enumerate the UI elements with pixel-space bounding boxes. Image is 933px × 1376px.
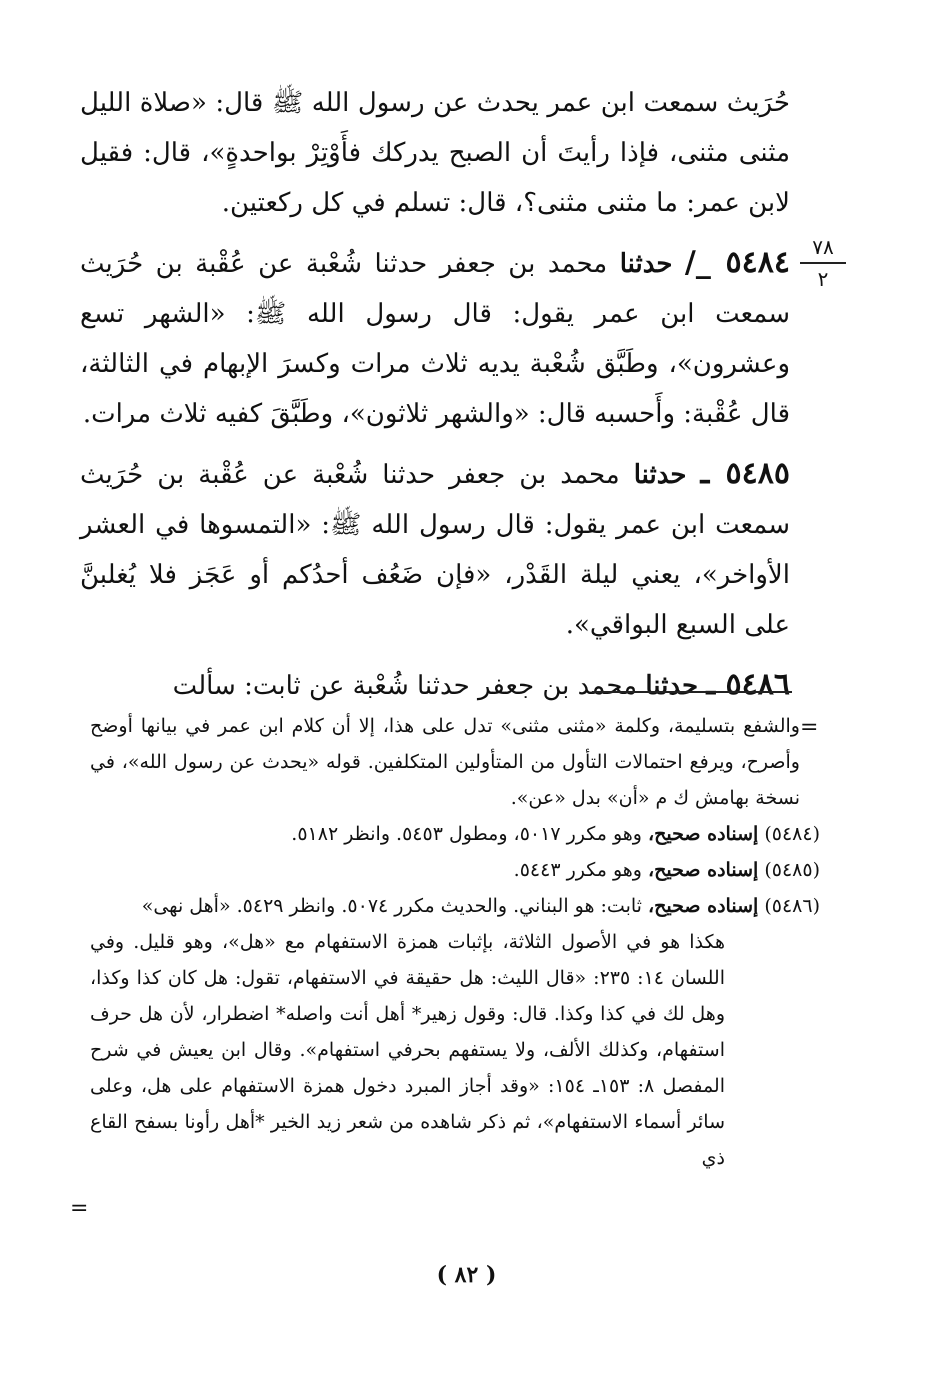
footnote-text: وهو مكرر ٥٠١٧، ومطول ٥٤٥٣. وانظر ٥١٨٢. (291, 823, 642, 845)
footnote-divider (592, 691, 792, 693)
hadith-text: محمد بن جعفر حدثنا شُعْبة عن ثابت: سألت (172, 671, 638, 701)
hadith-keyword: حدثنا (633, 460, 687, 490)
footnote-text: ثابت: هو البناني. والحديث مكرر ٥٠٧٤. وانظر ٥٤٢٩. «أهل نهى» (141, 895, 642, 917)
hadith-5485 (80, 449, 790, 650)
page-number: ( ٨٢ ) (436, 1262, 497, 1288)
footnote-keyword: إسناده صحيح، (648, 823, 759, 845)
footnote-number: (٥٤٨٦) (764, 895, 820, 917)
footnote-number: (٥٤٨٤) (764, 823, 820, 845)
hadith-keyword: حدثنا (645, 671, 699, 701)
hadith-number: ٥٤٨٥ ـ (700, 456, 790, 491)
footnote-keyword: إسناده صحيح، (648, 895, 759, 917)
footnote-5486-continued: هكذا هو في الأصول الثلاثة، بإثبات همزة الاستفهام مع «هل»، وهو قليل. وفي اللسان ١٤: ٢٣٥: «قال الليث: هل حقيقة في الاستفهام، تقول: هل كان كذا وكذا، وهل لك في كذا وكذا. قال: وقول زهير* أهل أنت واصله* اضطرار، لأن هل حرف استفهام، وكذلك الألف، ولا يستفهم بحرفي استفهام». وقال ابن يعيش في شرح المفصل ٨: ١٥٣ـ ١٥٤: «وقد أجاز المبرد دخول همزة الاستفهام على هل، وعلى سائر أسماء الاستفهام»، ثم ذكر شاهده من شعر زيد الخير *أهل رأونا بسفح القاع ذي (90, 931, 726, 1169)
hadith-number: ٥٤٨٤ _/ (684, 245, 790, 280)
continuation-mark-start: = (800, 715, 819, 740)
margin-ref-top: ٧٨ (800, 234, 846, 264)
continuation-mark-end: = (70, 1196, 89, 1221)
footnote-5485 (90, 852, 820, 888)
hadith-text: محمد بن جعفر حدثنا شُعْبة عن عُقْبة بن حُرَيث سمعت ابن عمر يقول: قال رسول الله ﷺ: «الشهر تسع وعشرون»، وطَبَّق شُعْبة يديه ثلاث مرات وكسرَ الإبهام في الثالثة، قال عُقْبة: وأَحسبه قال: «والشهر ثلاثون»، وطَبَّقَ كفيه ثلاث مرات. (80, 249, 790, 429)
hadith-number: ٥٤٨٦ ـ (706, 667, 790, 702)
footnotes (90, 708, 820, 1176)
margin-ref-bottom: ٢ (817, 267, 829, 291)
hadith-text: محمد بن جعفر حدثنا شُعْبة عن عُقْبة بن حُرَيث سمعت ابن عمر يقول: قال رسول الله ﷺ: «التمسوها في العشر الأواخر»، يعني ليلة القَدْر، «فإن ضَعُف أحدُكم أو عَجَز فلا يُغلبنَّ على السبع البواقي». (80, 460, 790, 640)
paragraph-continued: حُرَيث سمعت ابن عمر يحدث عن رسول الله ﷺ قال: «صلاة الليل مثنى مثنى، فإذا رأيتَ أن الصبح يدركك فأَوْتِرْ بواحدةٍ»، قال: فقيل لابن عمر: ما مثنى مثنى؟، قال: تسلم في كل ركعتين. (80, 88, 790, 218)
footnote-continued: والشفع بتسليمة، وكلمة «مثنى مثنى» تدل على هذا، إلا أن كلام ابن عمر في بيانها أوضح وأصرح، ويرفع احتمالات التأول من المتأولين المتكلفين. قوله «يحدث عن رسول الله»، في نسخة بهامش ك م «أن» بدل «عن». (90, 715, 800, 809)
footnote-keyword: إسناده صحيح، (648, 859, 759, 881)
footnote-number: (٥٤٨٥) (764, 859, 820, 881)
hadith-5484 (80, 238, 790, 439)
main-text (80, 78, 790, 721)
hadith-keyword: حدثنا (619, 249, 673, 279)
footnote-5484 (90, 816, 820, 852)
footnote-5486 (90, 888, 820, 924)
margin-reference (800, 234, 846, 292)
footnote-text: وهو مكرر ٥٤٤٣. (513, 859, 642, 881)
hadith-5486 (80, 660, 790, 711)
